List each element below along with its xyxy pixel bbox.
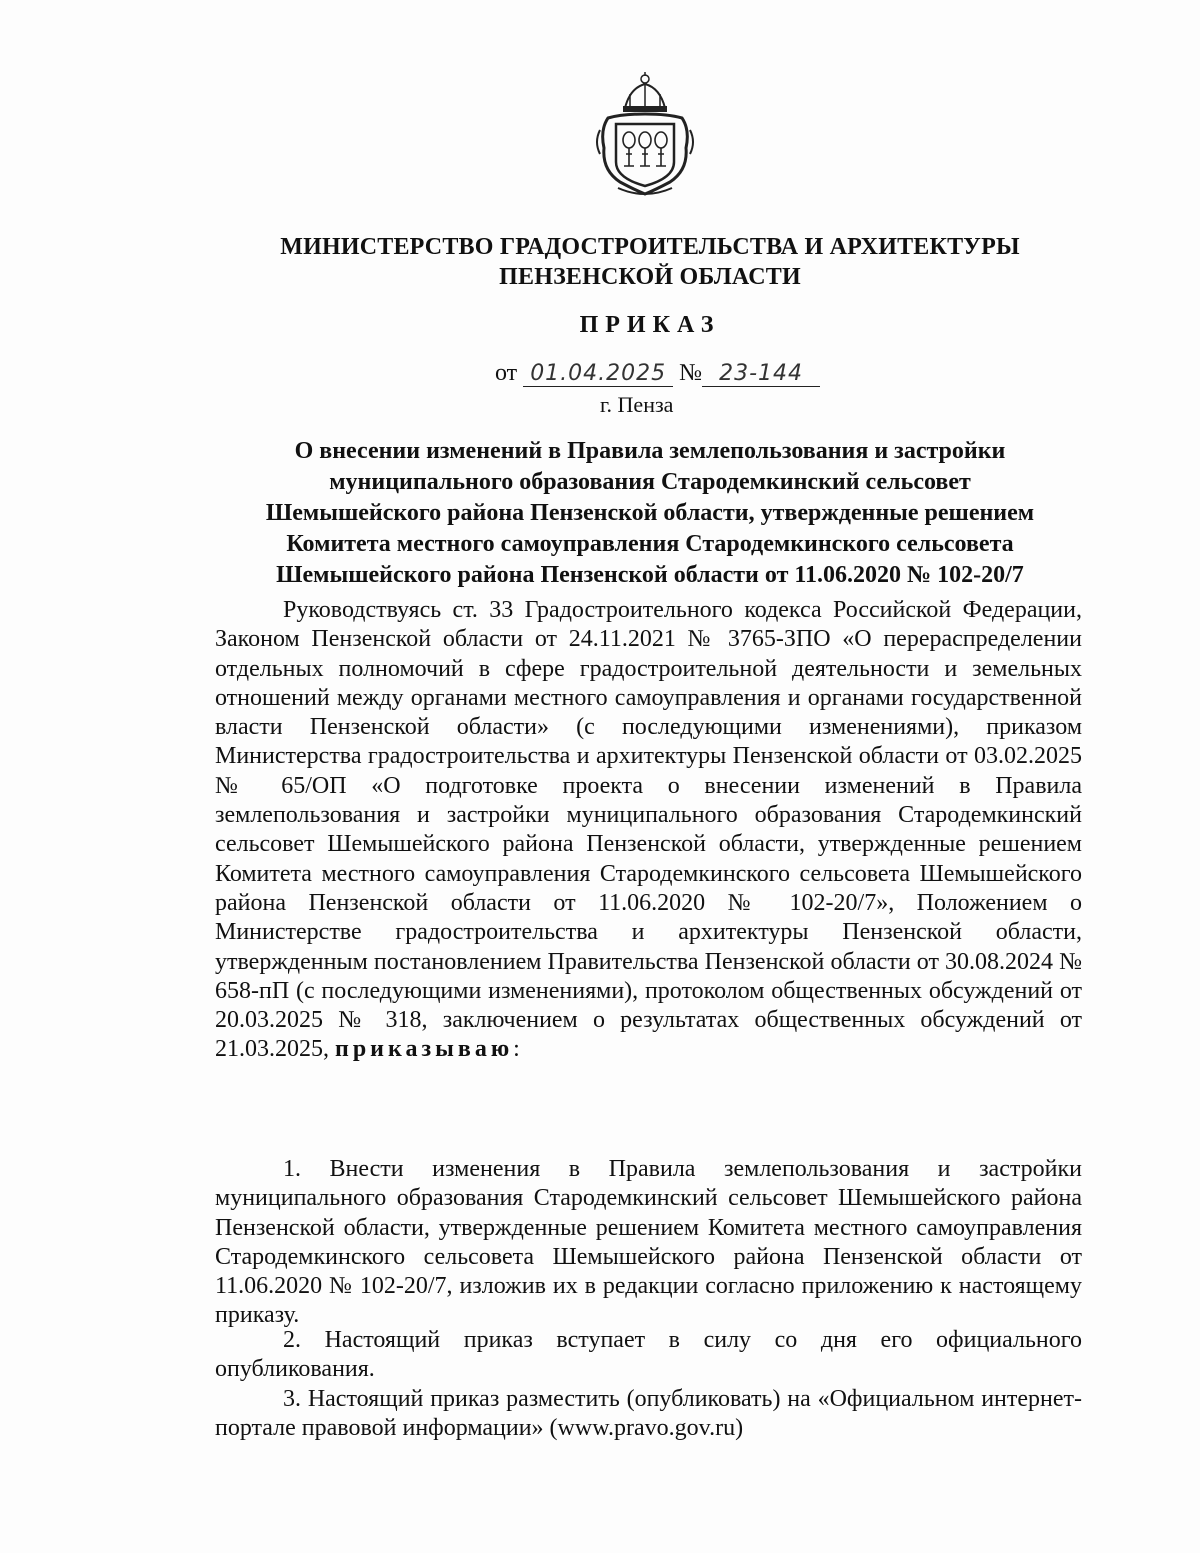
date-from-label: от [495, 360, 518, 386]
document-date: 01.04.2025 [523, 361, 673, 387]
order-item-2: 2. Настоящий приказ вступает в силу со дня его официального опубликования. [215, 1327, 1082, 1383]
document-number: 23-144 [702, 361, 820, 387]
document-title [200, 436, 1100, 591]
penza-coat-of-arms-icon [590, 70, 700, 200]
preamble-paragraph [215, 596, 1082, 1065]
ministry-name-line1: МИНИСТЕРСТВО ГРАДОСТРОИТЕЛЬСТВА И АРХИТЕКТУРЫ [280, 234, 1020, 260]
order-item-3: 3. Настоящий приказ разместить (опубликовать) на «Официальном интернет-портале правовой информации» (www.pravo.gov.ru) [215, 1386, 1082, 1442]
title-line: Шемышейского района Пензенской области, утвержденные решением [265, 500, 1035, 526]
order-item-1: 1. Внести изменения в Правила землепользования и застройки муниципального образования Стародемкинский сельсовет Шемышейского района Пензенской области, утвержденные решением Комитета местного самоуправления Стародемкинского сельсовета Шемышейского района Пензенской области от 11.06.2020 № 102-20/7, изложив их в редакции согласно приложению к настоящему приказу. [215, 1156, 1082, 1329]
title-line: О внесении изменений в Правила землепользования и застройки [294, 438, 1006, 464]
number-label: № [679, 360, 703, 386]
title-line: Шемышейского района Пензенской области от 11.06.2020 № 102-20/7 [276, 562, 1024, 588]
order-word: приказываю [335, 1036, 514, 1063]
document-dateline [495, 360, 820, 387]
title-line: Комитета местного самоуправления Стародемкинского сельсовета [286, 531, 1014, 557]
document-type: ПРИКАЗ [579, 312, 721, 338]
document-city: г. Пенза [600, 392, 674, 417]
ministry-name-line2: ПЕНЗЕНСКОЙ ОБЛАСТИ [499, 264, 801, 290]
preamble-text: Руководствуясь ст. 33 Градостроительного кодекса Российской Федерации, Законом Пензенской области от 24.11.2021 № 3765-ЗПО «О перераспределении отдельных полномочий в сфере градостроительной деятельности и земельных отношений между органами местного самоуправления и органами государственной власти Пензенской области» (с последующими изменениями), приказом Министерства градостроительства и архитектуры Пензенской области от 03.02.2025 № 65/ОП «О подготовке проекта о внесении изменений в Правила землепользования и застройки муниципального образования Стародемкинский сельсовет Шемышейского района Пензенской области, утвержденные решением Комитета местного самоуправления Стародемкинского сельсовета Шемышейского района Пензенской области от 11.06.2020 № 102-20/7», Положением о Министерстве градостроительства и архитектуры Пензенской области, утвержденным постановлением Правительства Пензенской области от 30.08.2024 № 658-пП (с последующими изменениями), протоколом общественных обсуждений от 20.03.2025 № 318, заключением о результатах общественных обсуждений от 21.03.2025, [215, 597, 1082, 1063]
title-line: муниципального образования Стародемкинский сельсовет [329, 469, 971, 495]
order-colon: : [513, 1036, 520, 1063]
ministry-name [200, 232, 1100, 292]
